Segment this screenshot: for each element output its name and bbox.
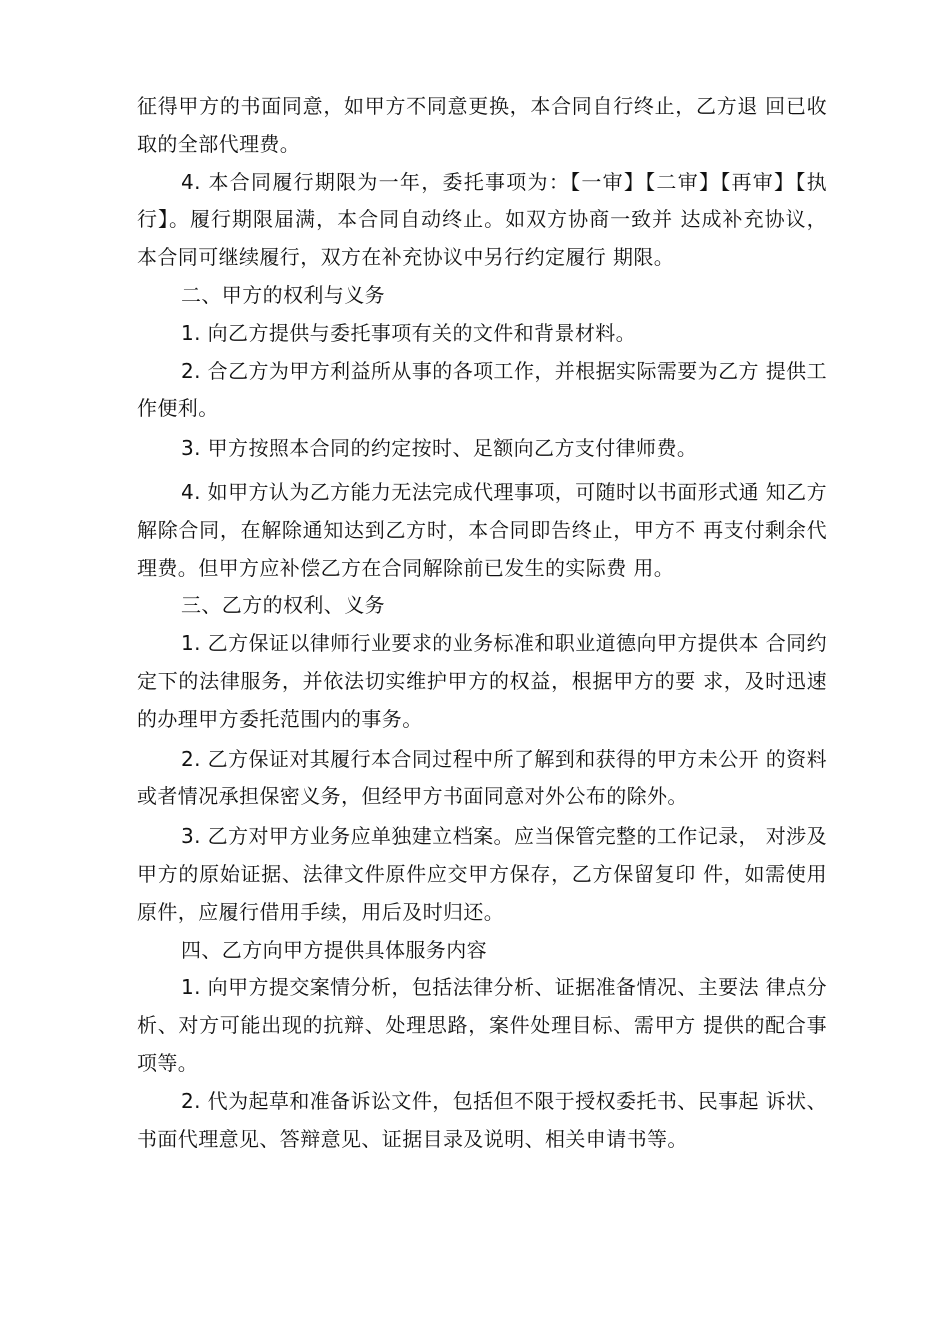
clause-1-4: 4. 本合同履行期限为一年，委托事项为：【一审】【二审】【再审】【执行】。履行期限届满，本合同自动终止。如双方协商一致并 达成补充协议，本合同可继续履行，双方在补充协议中另行约定履行 期限。 <box>137 169 827 270</box>
clause-3-2: 2. 乙方保证对其履行本合同过程中所了解到和获得的甲方未公开 的资料或者情况承担保密义务，但经甲方书面同意对外公布的除外。 <box>137 746 827 809</box>
clause-2-1: 1. 向乙方提供与委托事项有关的文件和背景材料。 <box>181 320 637 345</box>
clause-3-3: 3. 乙方对甲方业务应单独建立档案。应当保管完整的工作记录， 对涉及甲方的原始证据、法律文件原件应交甲方保存，乙方保留复印 件，如需使用原件，应履行借用手续，用后及时归还。 <box>137 824 827 924</box>
clause-4-2: 2. 代为起草和准备诉讼文件，包括但不限于授权委托书、民事起 诉状、书面代理意见、答辩意见、证据目录及说明、相关申请书等。 <box>137 1088 827 1151</box>
clause-2-2: 2. 合乙方为甲方利益所从事的各项工作，并根据实际需要为乙方 提供工作便利。 <box>137 358 827 421</box>
clause-2-3: 3. 甲方按照本合同的约定按时、足额向乙方支付律师费。 <box>181 436 698 461</box>
clause-3-1: 1. 乙方保证以律师行业要求的业务标准和职业道德向甲方提供本 合同约定下的法律服务，并依法切实维护甲方的权益，根据甲方的要 求，及时迅速的办理甲方委托范围内的事务。 <box>137 631 827 731</box>
section-heading-2: 二、甲方的权利与义务 <box>181 282 385 307</box>
paragraph-continuation: 征得甲方的书面同意，如甲方不同意更换，本合同自行终止，乙方退 回已收取的全部代理费。 <box>137 94 827 156</box>
section-heading-4: 四、乙方向甲方提供具体服务内容 <box>181 937 487 962</box>
clause-2-4: 4. 如甲方认为乙方能力无法完成代理事项，可随时以书面形式通 知乙方解除合同，在解除通知达到乙方时，本合同即告终止，甲方不 再支付剩余代理费。但甲方应补偿乙方在合同解除前已发生的实际费 用。 <box>137 479 827 580</box>
section-heading-3: 三、乙方的权利、义务 <box>181 593 385 618</box>
clause-4-1: 1. 向甲方提交案情分析，包括法律分析、证据准备情况、主要法 律点分析、对方可能出现的抗辩、处理思路，案件处理目标、需甲方 提供的配合事项等。 <box>137 975 827 1075</box>
document-body <box>137 88 827 1158</box>
